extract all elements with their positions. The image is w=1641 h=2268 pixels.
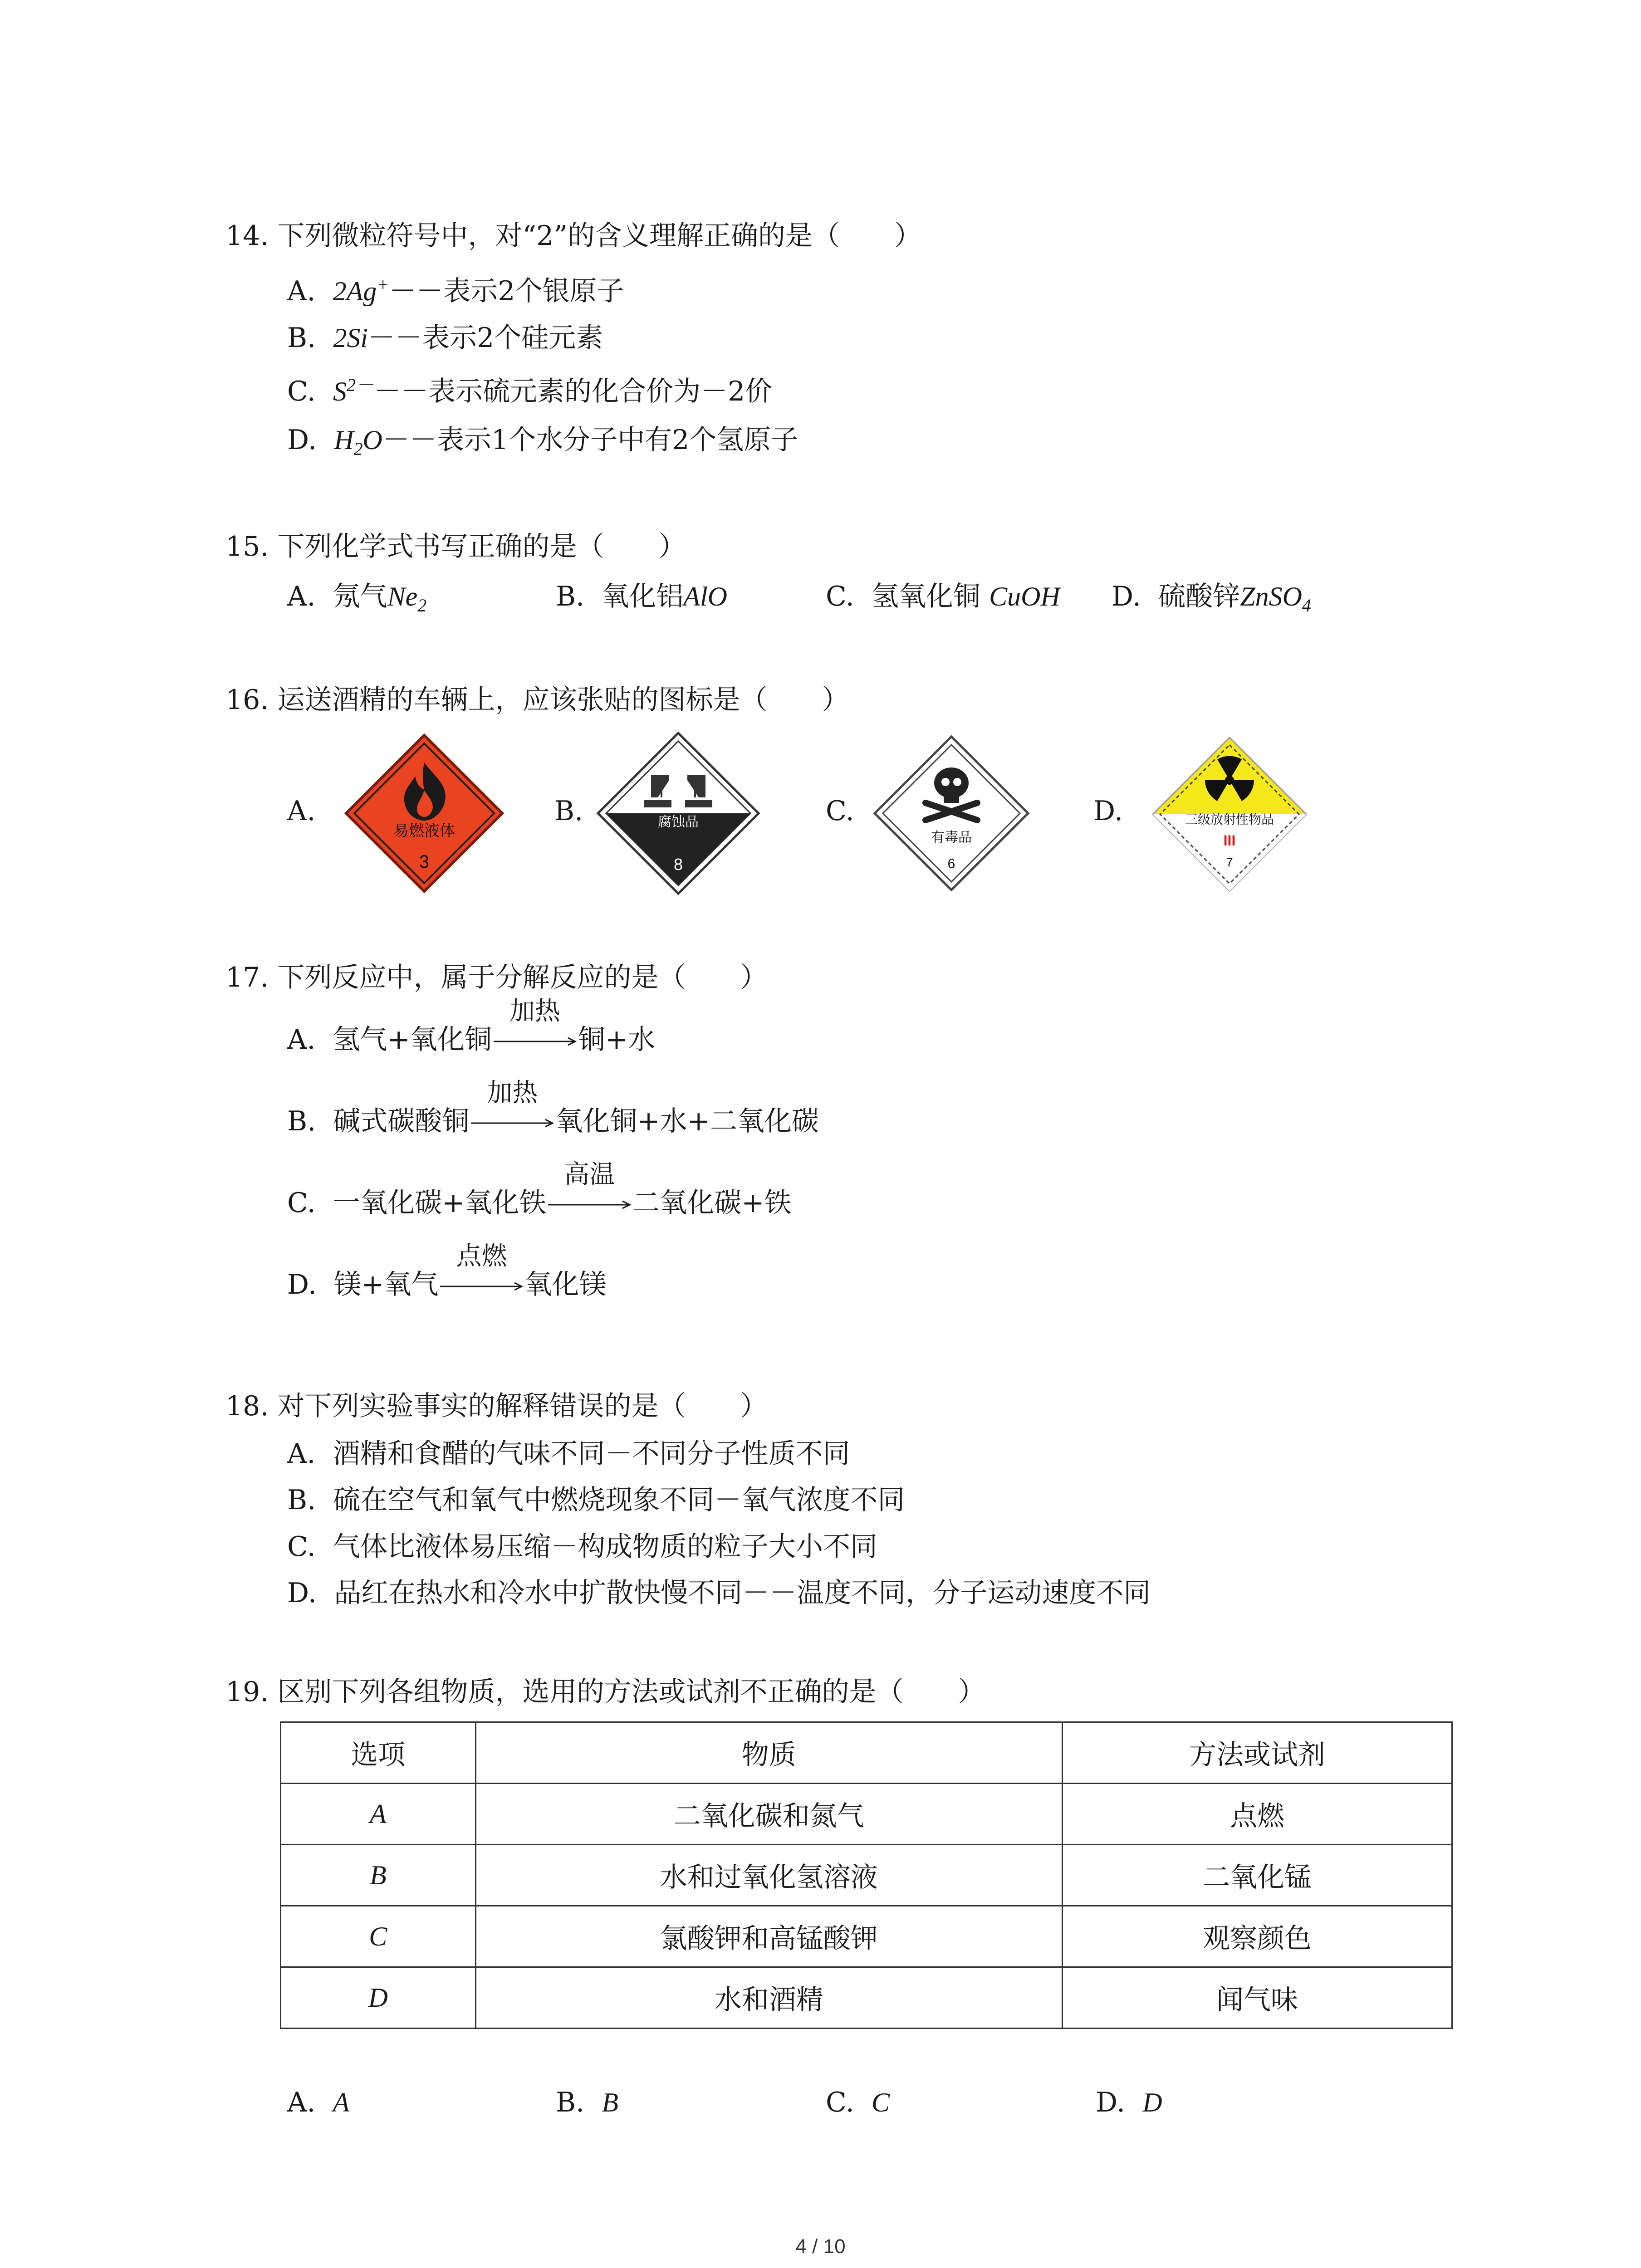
q18-option-a: A. 酒精和食醋的气味不同－不同分子性质不同 <box>287 1438 850 1470</box>
sign-c-number: 6 <box>947 856 955 871</box>
q19-option-c: C. C <box>826 2087 890 2118</box>
q16-option-b-letter: B. <box>554 795 583 827</box>
q17-option-c: C. 一氧化碳+氧化铁 高温 二氧化碳+铁 <box>287 1185 792 1221</box>
q17-option-a: A. 氢气+氧化铜 加热 铜+水 <box>287 1022 655 1058</box>
reaction-arrow: 加热 <box>492 1022 578 1058</box>
q18-stem: 18. 对下列实验事实的解释错误的是（ ） <box>225 1390 768 1422</box>
q18-option-d: D. 品红在热水和冷水中扩散快慢不同－－温度不同，分子运动速度不同 <box>287 1577 1151 1609</box>
reaction-arrow: 点燃 <box>438 1266 524 1303</box>
q19-option-a: A. A <box>287 2087 350 2118</box>
reaction-arrow: 加热 <box>469 1103 555 1139</box>
q17-stem: 17. 下列反应中，属于分解反应的是（ ） <box>225 962 768 993</box>
sign-d-label: 三级放射性物品 <box>1185 812 1274 826</box>
sign-a-number: 3 <box>419 852 430 872</box>
table-row <box>281 1845 1452 1906</box>
q16-option-c-letter: C. <box>826 795 854 827</box>
q14-option-b: B. 2Si－－表示2个硅元素 <box>287 322 603 354</box>
table-row <box>281 1906 1452 1967</box>
table-cell: 观察颜色 <box>1062 1906 1452 1967</box>
q18-option-b: B. 硫在空气和氧气中燃烧现象不同－氧气浓度不同 <box>287 1484 905 1516</box>
corrosive-sign <box>594 729 762 897</box>
toxic-sign <box>872 734 1031 893</box>
sign-b-label: 腐蚀品 <box>658 815 699 830</box>
reaction-arrow: 高温 <box>546 1185 632 1221</box>
q19-option-b: B. B <box>556 2087 618 2118</box>
q18-option-c: C. 气体比液体易压缩－构成物质的粒子大小不同 <box>287 1531 877 1563</box>
table-cell: 闻气味 <box>1062 1967 1452 2028</box>
radioactive-sign <box>1150 735 1309 894</box>
q14-stem: 14. 下列微粒符号中，对“2”的含义理解正确的是（ ） <box>225 220 922 252</box>
flammable-liquid-sign <box>343 732 506 895</box>
table-cell: D <box>281 1967 476 2028</box>
q14-option-c: C. $S^{2-}--$表示硫元素的化合价为－2价 <box>287 375 773 407</box>
table-cell: 水和酒精 <box>475 1967 1062 2028</box>
q15-option-c: C. 氢氧化铜 CuOH <box>826 581 1060 612</box>
q15-option-a: A. 氖气$Ne_2$ <box>287 581 427 616</box>
table-row <box>281 1784 1452 1845</box>
table-cell: 二氧化碳和氮气 <box>475 1784 1062 1845</box>
table-row <box>281 1967 1452 2028</box>
q14-option-a: A. 2Ag+－－表示2个银原子 <box>287 274 624 307</box>
comparison-table <box>280 1721 1453 2029</box>
q19-stem: 19. 区别下列各组物质，选用的方法或试剂不正确的是（ ） <box>225 1676 985 1708</box>
table-header-row <box>281 1722 1452 1784</box>
q15-option-d: D. 硫酸锌ZnSO$_4$ <box>1112 581 1311 616</box>
sign-b-number: 8 <box>673 855 683 874</box>
table-cell: 点燃 <box>1062 1784 1452 1845</box>
table-cell: 氯酸钾和高锰酸钾 <box>475 1906 1062 1967</box>
table-cell: C <box>281 1906 476 1967</box>
sign-d-number: 7 <box>1226 855 1233 869</box>
table-cell: A <box>281 1784 476 1845</box>
table-header-cell: 选项 <box>281 1722 476 1784</box>
q16-stem: 16. 运送酒精的车辆上，应该张贴的图标是（ ） <box>225 684 849 716</box>
q15-stem: 15. 下列化学式书写正确的是（ ） <box>225 531 686 562</box>
q15-option-b: B. 氧化铝AlO <box>556 581 727 612</box>
table-header-cell: 方法或试剂 <box>1062 1722 1452 1784</box>
q19-option-d: D. D <box>1096 2087 1162 2118</box>
q17-option-b: B. 碱式碳酸铜 加热 氧化铜+水+二氧化碳 <box>287 1103 819 1139</box>
q16-option-d-letter: D. <box>1093 795 1123 827</box>
q16-option-a-letter: A. <box>287 795 316 827</box>
page-number: 4 / 10 <box>795 2235 846 2258</box>
table-cell: B <box>281 1845 476 1906</box>
sign-c-label: 有毒品 <box>931 830 972 845</box>
q14-option-d: D. $H_2O--$表示1个水分子中有2个氢原子 <box>287 424 798 459</box>
q17-option-d: D. 镁+氧气 点燃 氧化镁 <box>287 1266 606 1303</box>
table-cell: 水和过氧化氢溶液 <box>475 1845 1062 1906</box>
sign-d-category: III <box>1223 832 1236 849</box>
table-header-cell: 物质 <box>475 1722 1062 1784</box>
table-cell: 二氧化锰 <box>1062 1845 1452 1906</box>
sign-a-label: 易燃液体 <box>393 822 455 840</box>
